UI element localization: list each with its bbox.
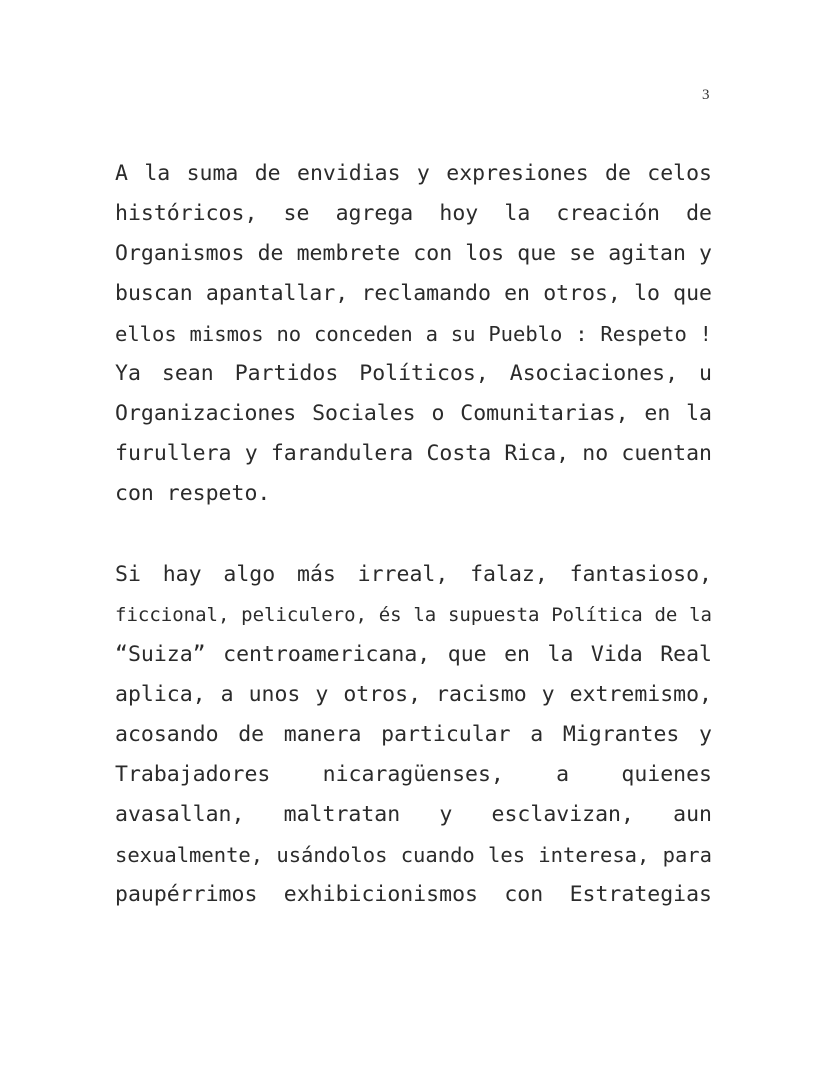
paragraph-line: aplica, a unos y otros, racismo y extremismo, [115,682,712,707]
paragraph-line: A la suma de envidias y expresiones de celos [115,161,712,186]
paragraph-line: ficcional, peliculero, és la supuesta Política de la [115,604,712,626]
paragraph-line: paupérrimos exhibicionismos con Estrategias [115,882,712,907]
paragraph-line: acosando de manera particular a Migrantes y [115,722,712,747]
paragraph-line: “Suiza” centroamericana, que en la Vida Real [115,642,712,667]
paragraph-line: Trabajadores nicaragüenses, a quienes [115,762,712,787]
page-number: 3 [702,87,710,103]
paragraph-line: furullera y farandulera Costa Rica, no cuentan [115,441,712,466]
paragraph-2 [115,555,712,915]
paragraph-1 [115,154,712,514]
paragraph-line: Organismos de membrete con los que se agitan y [115,241,712,266]
paragraph-line: avasallan, maltratan y esclavizan, aun [115,802,712,827]
paragraph-line: históricos, se agrega hoy la creación de [115,201,712,226]
paragraph-line: buscan apantallar, reclamando en otros, lo que [115,281,712,306]
paragraph-line: Ya sean Partidos Políticos, Asociaciones, u [115,361,712,386]
paragraph-line: sexualmente, usándolos cuando les interesa, para [115,843,712,867]
paragraph-line: con respeto. [115,481,271,506]
paragraph-line: Organizaciones Sociales o Comunitarias, en la [115,401,712,426]
paragraph-line: ellos mismos no conceden a su Pueblo : Respeto ! [115,322,712,346]
paragraph-line: Si hay algo más irreal, falaz, fantasioso, [115,562,712,587]
